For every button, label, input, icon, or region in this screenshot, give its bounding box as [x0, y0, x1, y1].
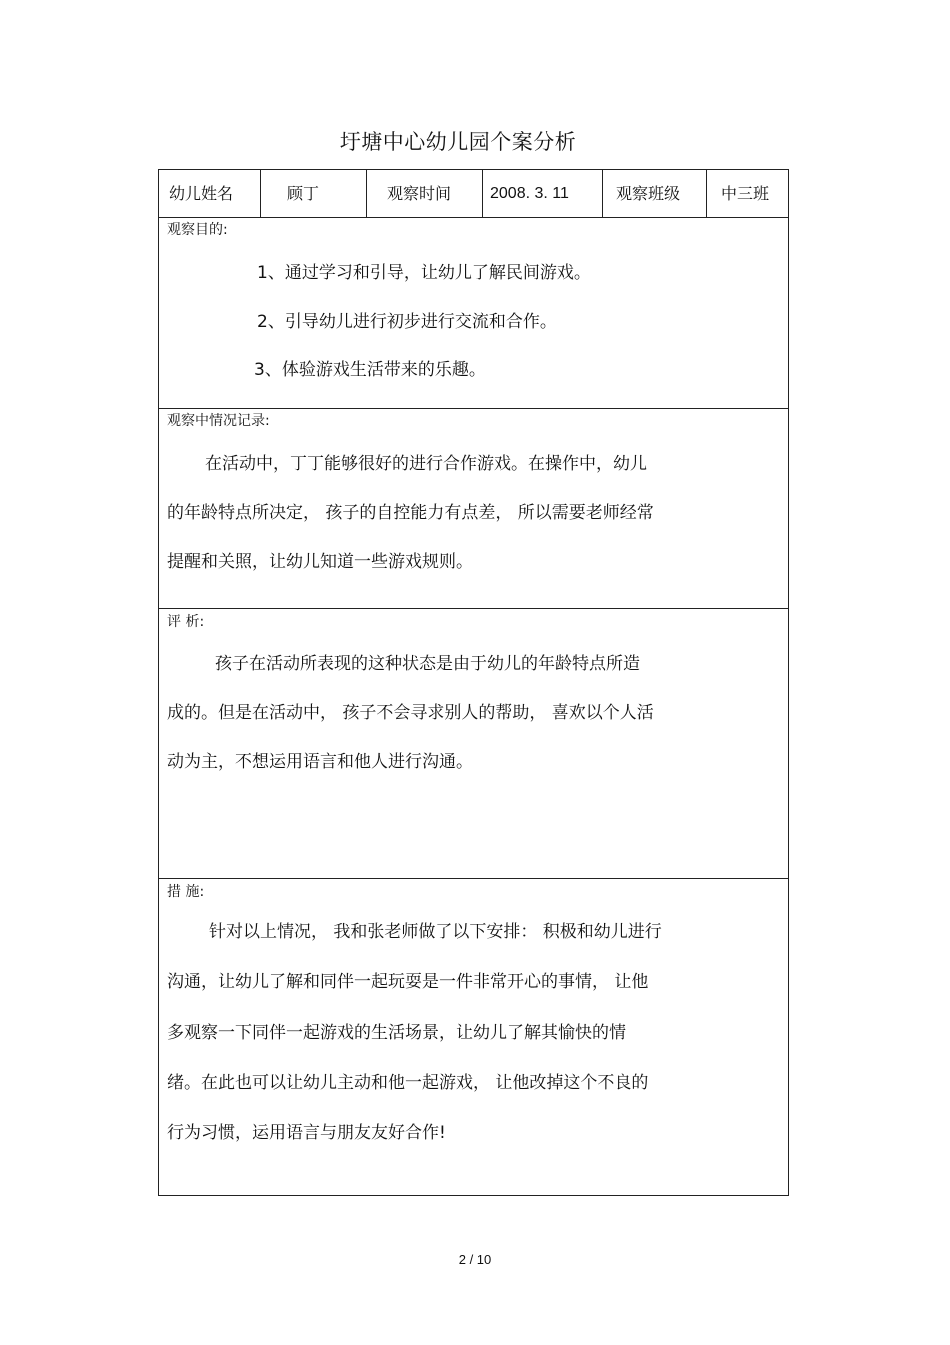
- analysis-label: 评 析:: [167, 614, 205, 630]
- row-divider: [159, 608, 788, 609]
- purpose-item: 2、引导幼儿进行初步进行交流和合作。: [257, 312, 557, 332]
- document-title: 圩塘中心幼儿园个案分析: [339, 130, 577, 154]
- observation-class-label: 观察班级: [616, 184, 681, 203]
- purpose-item: 1、通过学习和引导，让幼儿了解民间游戏。: [257, 263, 591, 283]
- child-name-label: 幼儿姓名: [169, 184, 234, 203]
- column-divider: [260, 170, 261, 217]
- column-divider: [482, 170, 483, 217]
- record-line: 的年龄特点所决定， 孩子的自控能力有点差， 所以需要老师经常: [167, 503, 654, 523]
- observation-class-value: 中三班: [721, 184, 770, 203]
- analysis-line: 成的。但是在活动中， 孩子不会寻求别人的帮助， 喜欢以个人活: [167, 703, 654, 723]
- measures-label: 措 施:: [167, 884, 205, 900]
- analysis-line: 动为主，不想运用语言和他人进行沟通。: [167, 752, 473, 772]
- case-analysis-table: [158, 169, 789, 1196]
- observation-time-value: 2008. 3. 11: [490, 185, 569, 202]
- row-divider: [159, 878, 788, 879]
- measures-line: 针对以上情况， 我和张老师做了以下安排： 积极和幼儿进行: [209, 922, 662, 942]
- row-divider: [159, 217, 788, 218]
- page-number: 2 / 10: [458, 1252, 492, 1267]
- child-name-value: 顾丁: [287, 184, 320, 203]
- column-divider: [706, 170, 707, 217]
- measures-line: 沟通，让幼儿了解和同伴一起玩耍是一件非常开心的事情， 让他: [167, 972, 649, 992]
- observation-time-label: 观察时间: [387, 184, 452, 203]
- measures-line: 绪。在此也可以让幼儿主动和他一起游戏， 让他改掉这个不良的: [167, 1073, 649, 1093]
- analysis-line: 孩子在活动所表现的这种状态是由于幼儿的年龄特点所造: [215, 654, 640, 674]
- column-divider: [366, 170, 367, 217]
- record-label: 观察中情况记录:: [167, 413, 270, 429]
- measures-line: 多观察一下同伴一起游戏的生活场景，让幼儿了解其愉快的情: [167, 1023, 626, 1043]
- measures-line: 行为习惯，运用语言与朋友友好合作!: [167, 1123, 446, 1143]
- row-divider: [159, 408, 788, 409]
- purpose-item: 3、体验游戏生活带来的乐趣。: [254, 360, 486, 380]
- record-line: 提醒和关照，让幼儿知道一些游戏规则。: [167, 552, 473, 572]
- record-line: 在活动中，丁丁能够很好的进行合作游戏。在操作中，幼儿: [205, 454, 647, 474]
- column-divider: [602, 170, 603, 217]
- purpose-label: 观察目的:: [167, 222, 228, 238]
